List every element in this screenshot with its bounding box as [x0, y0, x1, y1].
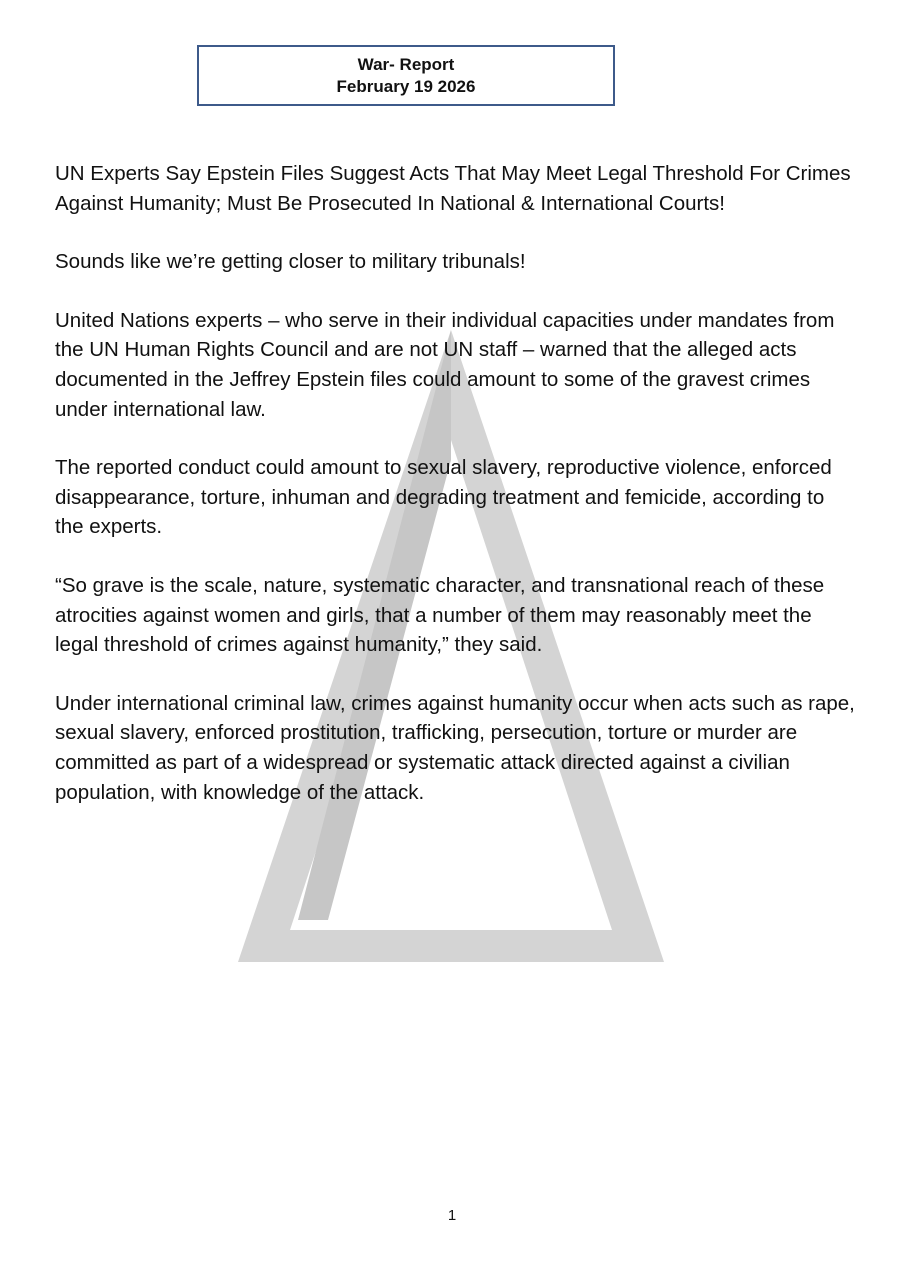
page-number: 1: [447, 1207, 457, 1224]
body-paragraph-quote: “So grave is the scale, nature, systematic character, and transnational reach of these atrocities against women and girls, that a number of them may reasonably meet the legal threshold of crimes against humanity,” they said.: [55, 573, 825, 657]
report-date: February 19 2026: [336, 76, 476, 96]
comment-paragraph: Sounds like we’re getting closer to military tribunals!: [55, 250, 526, 274]
headline-paragraph: UN Experts Say Epstein Files Suggest Acts That May Meet Legal Threshold For Crimes Against Humanity; Must Be Prosecuted In National & International Courts!: [55, 162, 851, 215]
article-body: [55, 159, 855, 836]
body-paragraph-law: Under international criminal law, crimes against humanity occur when acts such as rape, sexual slavery, enforced prostitution, trafficking, persecution, torture or murder are committed as part of a widespread or systematic attack directed against a civilian population, with knowledge of the attack.: [55, 691, 855, 804]
body-paragraph-conduct: The reported conduct could amount to sexual slavery, reproductive violence, enforced disappearance, torture, inhuman and degrading treatment and femicide, according to the experts.: [55, 456, 832, 539]
report-title: War- Report: [357, 54, 455, 74]
body-paragraph-experts: United Nations experts – who serve in their individual capacities under mandates from the UN Human Rights Council and are not UN staff – warned that the alleged acts documented in the Jeffrey Epstein files could amount to some of the gravest crimes under international law.: [55, 308, 835, 421]
report-header-box: [197, 45, 615, 106]
